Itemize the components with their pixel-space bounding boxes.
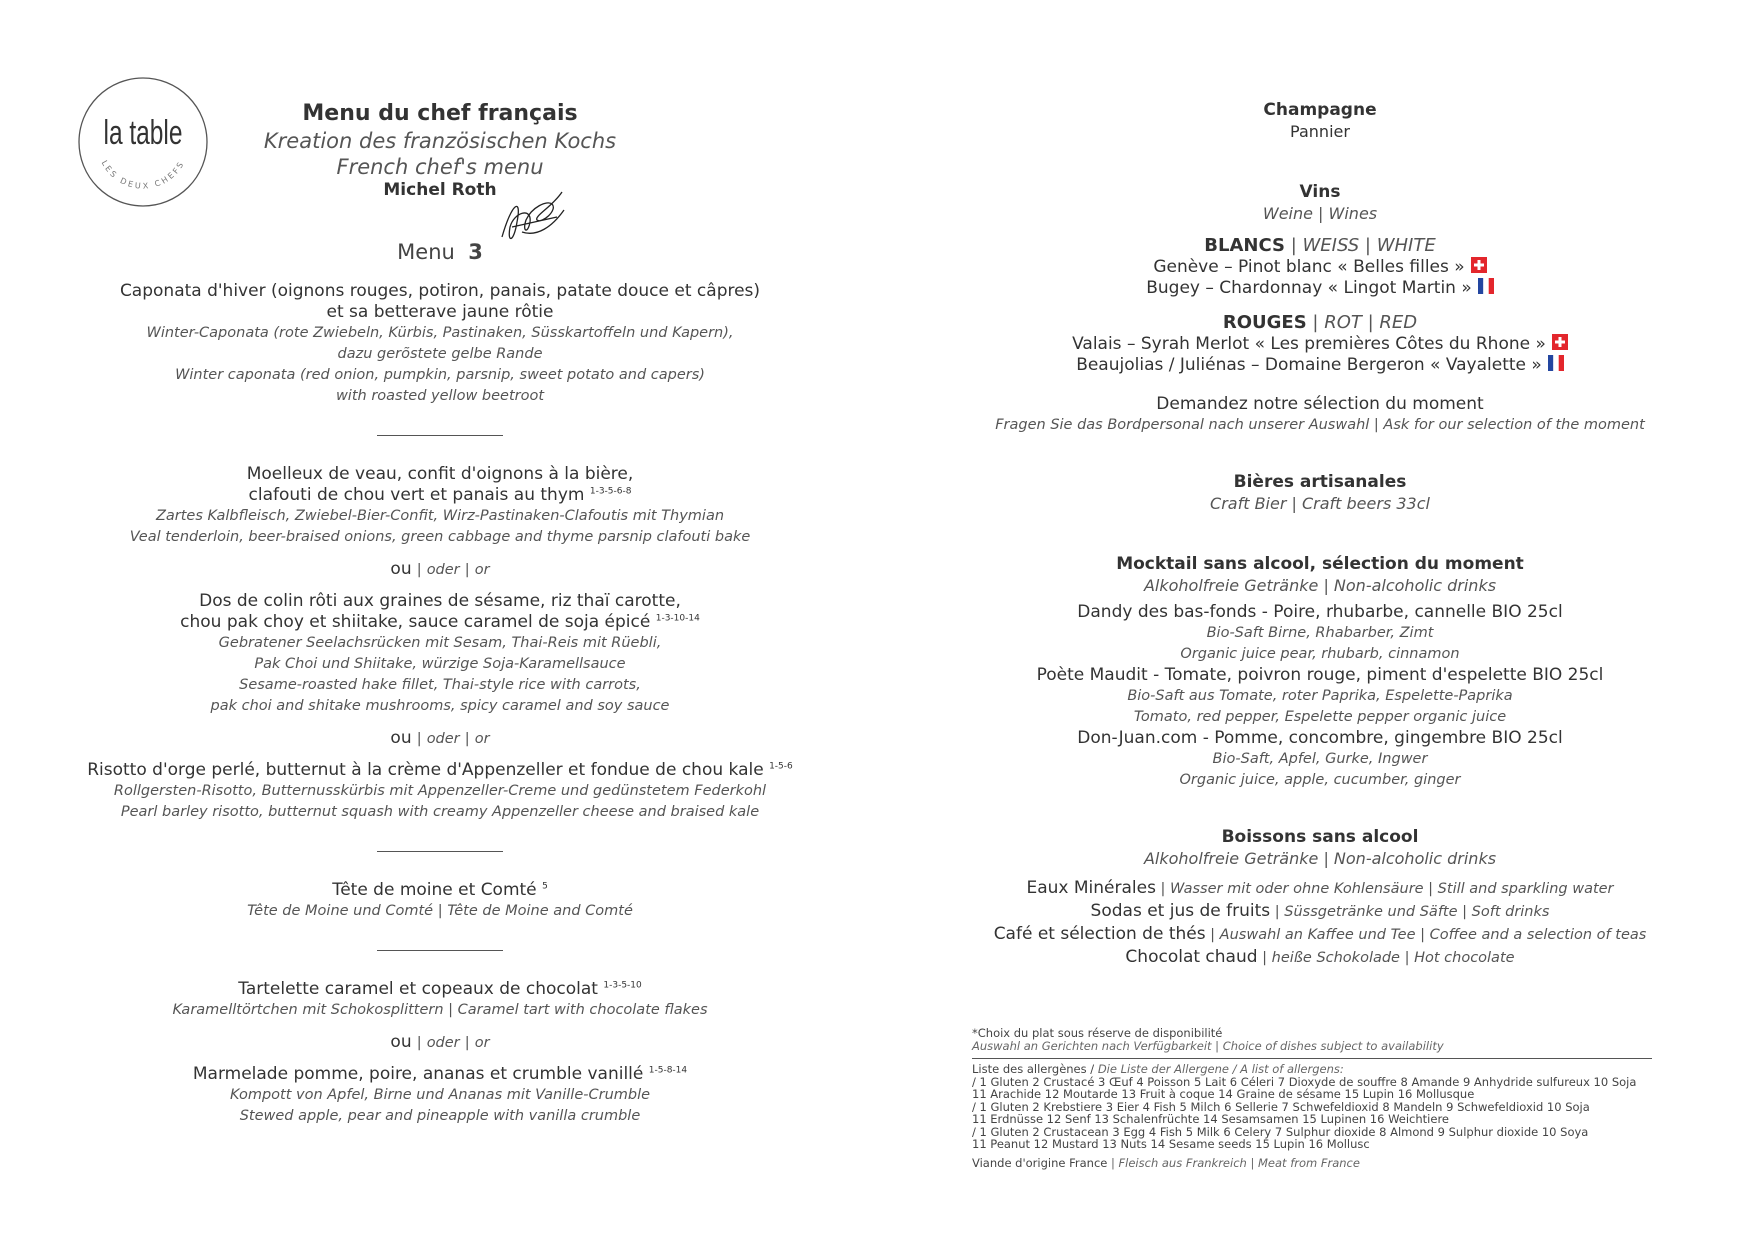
- cheese-fr: Tête de moine et Comté: [332, 880, 537, 900]
- french-flag-icon: [1478, 278, 1494, 294]
- mocktail-2-name: Poète Maudit - Tomate, poivron rouge, piment d'espelette BIO 25cl: [1036, 665, 1604, 685]
- main3-allergens: 1-5-6: [769, 761, 793, 772]
- menu-number-value: 3: [468, 240, 483, 264]
- white-wine-2: Bugey – Chardonnay « Lingot Martin »: [1146, 278, 1472, 298]
- main2-en-line1: Sesame-roasted hake fillet, Thai-style rice with carrots,: [239, 677, 641, 693]
- soft-2-desc: | Süssgetränke und Säfte | Soft drinks: [1270, 904, 1550, 920]
- ask-selection-de-en: Fragen Sie das Bordpersonal nach unserer Auswahl | Ask for our selection of the moment: [995, 417, 1645, 433]
- swiss-flag-icon: [1552, 334, 1568, 350]
- main1-fr-line2: clafouti de chou vert et panais au thym: [248, 485, 585, 505]
- soft-3-name: Café et sélection de thés: [993, 924, 1206, 944]
- mocktail-title: Mocktail sans alcool, sélection du moment: [1116, 554, 1524, 574]
- dessert1-fr: Tartelette caramel et copeaux de chocolat: [238, 979, 598, 999]
- main-dish-2: [60, 591, 820, 717]
- main1-fr-line1: Moelleux de veau, confit d'oignons à la bière,: [246, 464, 634, 484]
- soft-1-name: Eaux Minérales: [1026, 878, 1156, 898]
- main3-fr: Risotto d'orge perlé, butternut à la crème d'Appenzeller et fondue de chou kale: [87, 760, 764, 780]
- soft-4-desc: | heiße Schokolade | Hot chocolate: [1257, 950, 1515, 966]
- logo-subtext: LES DEUX CHEFS: [99, 158, 187, 191]
- dessert2-de: Kompott von Apfel, Birne und Ananas mit Vanille-Crumble: [229, 1087, 651, 1103]
- starter-de-line1: Winter-Caponata (rote Zwiebeln, Kürbis, Pastinaken, Süsskartoffeln und Kapern),: [146, 325, 734, 341]
- mocktail-2-de: Bio-Saft aus Tomate, roter Paprika, Espelette-Paprika: [1127, 688, 1513, 704]
- reds-label: ROUGES: [1222, 312, 1307, 333]
- cheese-dish: [60, 880, 820, 922]
- allergens-fr-line2: 11 Arachide 12 Moutarde 13 Fruit à coque 14 Graine de sésame 15 Lupin 16 Mollusque: [972, 1087, 1475, 1101]
- main2-fr-line1: Dos de colin rôti aux graines de sésame, riz thaï carotte,: [199, 591, 681, 611]
- menu-subtitle-en: French chef's menu: [336, 155, 544, 179]
- meat-origin-fr: Viande d'origine France: [972, 1155, 1108, 1170]
- soft-1-desc: | Wasser mit oder ohne Kohlensäure | Still and sparkling water: [1155, 881, 1614, 897]
- menu-title: Menu du chef français: [302, 101, 578, 126]
- swiss-flag-icon: [1471, 257, 1487, 273]
- starter-dish: [60, 281, 820, 407]
- allergens-en-line2: 11 Peanut 12 Mustard 13 Nuts 14 Sesame seeds 15 Lupin 16 Mollusc: [972, 1137, 1370, 1151]
- reds-heading: [960, 311, 1680, 334]
- soft-2-name: Sodas et jus de fruits: [1090, 901, 1271, 921]
- mocktail-1-name: Dandy des bas-fonds - Poire, rhubarbe, cannelle BIO 25cl: [1077, 602, 1563, 622]
- mocktail-3-de: Bio-Saft, Apfel, Gurke, Ingwer: [1212, 751, 1428, 767]
- availability-note-fr: *Choix du plat sous réserve de disponibilité: [972, 1026, 1223, 1040]
- dessert1-allergens: 1-3-5-10: [603, 980, 642, 991]
- allergens-en-line1: / 1 Gluten 2 Crustacean 3 Egg 4 Fish 5 Milk 6 Celery 7 Sulphur dioxide 8 Almond 9 Sulphur dioxide 10 Soya: [972, 1124, 1589, 1139]
- wines-subtitle: Weine | Wines: [1262, 204, 1378, 223]
- dessert1-de-en: Karamelltörtchen mit Schokosplittern | Caramel tart with chocolate flakes: [172, 1002, 708, 1018]
- food-menu: [60, 100, 820, 1127]
- main3-en: Pearl barley risotto, butternut squash with creamy Appenzeller cheese and braised kale: [120, 804, 760, 820]
- red-wine-1: Valais – Syrah Merlot « Les premières Côtes du Rhone »: [1072, 334, 1546, 354]
- main2-de-line1: Gebratener Seelachsrücken mit Sesam, Thai-Reis mit Rüebli,: [218, 635, 662, 651]
- starter-en-line1: Winter caponata (red onion, pumpkin, parsnip, sweet potato and capers): [175, 367, 705, 383]
- availability-note-de-en: Auswahl an Gerichten nach Verfügbarkeit | Choice of dishes subject to availability: [972, 1038, 1444, 1053]
- main-dish-3: [60, 760, 820, 823]
- main-dish-1: [60, 464, 820, 548]
- footer-notes: [972, 1027, 1652, 1169]
- dessert2-allergens: 1-5-8-14: [648, 1065, 688, 1076]
- meat-origin-de-en: | Fleisch aus Frankreich | Meat from France: [1107, 1155, 1360, 1170]
- main2-de-line2: Pak Choi und Shiitake, würzige Soja-Karamellsauce: [254, 656, 626, 672]
- menu-label: Menu: [397, 240, 455, 264]
- drinks-menu: [960, 100, 1680, 969]
- dessert2-en: Stewed apple, pear and pineapple with vanilla crumble: [239, 1108, 641, 1124]
- footer-divider: [972, 1058, 1652, 1059]
- allergen-title-de-en: Die Liste der Allergene / A list of allergens:: [1097, 1062, 1344, 1076]
- main1-en: Veal tenderloin, beer-braised onions, green cabbage and thyme parsnip clafouti bake: [129, 529, 751, 545]
- champagne-name: Pannier: [1290, 122, 1350, 141]
- dessert-1: [60, 979, 820, 1021]
- dessert2-fr: Marmelade pomme, poire, ananas et crumble vanillé: [192, 1064, 644, 1084]
- main2-en-line2: pak choi and shitake mushrooms, spicy caramel and soy sauce: [210, 698, 670, 714]
- starter-fr-line2: et sa betterave jaune rôtie: [326, 302, 554, 322]
- red-wine-2: Beaujolias / Juliénas – Domaine Bergeron « Vayalette »: [1076, 355, 1542, 375]
- or-separator: ou | oder | or: [390, 559, 490, 579]
- allergen-title-fr: Liste des allergènes /: [972, 1062, 1098, 1076]
- chef-name: Michel Roth: [383, 180, 497, 200]
- wines-title: Vins: [1299, 182, 1341, 202]
- soft-4-name: Chocolat chaud: [1125, 947, 1258, 967]
- main2-allergens: 1-3-10-14: [655, 613, 700, 624]
- allergens-de-line1: / 1 Gluten 2 Krebstiere 3 Eier 4 Fish 5 Milch 6 Sellerie 7 Schwefeldioxid 8 Mandeln 9 Schwefeldioxid 10 Soja: [972, 1099, 1590, 1114]
- allergens-fr-line1: / 1 Gluten 2 Crustacé 3 Œuf 4 Poisson 5 Lait 6 Céleri 7 Dioxyde de souffre 8 Amande 9 Anhydride sulfureux 10 Soja: [972, 1074, 1637, 1089]
- mocktail-2-en: Tomato, red pepper, Espelette pepper organic juice: [1133, 709, 1507, 725]
- main2-fr-line2: chou pak choy et shiitake, sauce caramel de soja épicé: [180, 612, 651, 632]
- main1-allergens: 1-3-5-6-8: [589, 486, 632, 497]
- cheese-allergens: 5: [542, 881, 548, 892]
- whites-heading: [960, 234, 1680, 257]
- dessert-2: [60, 1064, 820, 1127]
- main3-de: Rollgersten-Risotto, Butternusskürbis mit Appenzeller-Creme und gedünstetem Federkohl: [113, 783, 767, 799]
- whites-label: BLANCS: [1204, 235, 1285, 256]
- mocktail-subtitle: Alkoholfreie Getränke | Non-alcoholic drinks: [1143, 576, 1497, 595]
- white-wine-1: Genève – Pinot blanc « Belles filles »: [1153, 257, 1465, 277]
- mocktail-3-en: Organic juice, apple, cucumber, ginger: [1179, 772, 1461, 788]
- cheese-de-en: Tête de Moine und Comté | Tête de Moine and Comté: [247, 903, 633, 919]
- mocktail-3-name: Don-Juan.com - Pomme, concombre, gingembre BIO 25cl: [1077, 728, 1563, 748]
- menu-number: [60, 239, 820, 265]
- main1-de: Zartes Kalbfleisch, Zwiebel-Bier-Confit, Wirz-Pastinaken-Clafoutis mit Thymian: [155, 508, 725, 524]
- starter-de-line2: dazu gerõstete gelbe Rande: [337, 346, 543, 362]
- soft-drinks-subtitle: Alkoholfreie Getränke | Non-alcoholic drinks: [1143, 849, 1497, 868]
- chef-signature: [492, 182, 572, 252]
- ask-selection-fr: Demandez notre sélection du moment: [1156, 394, 1484, 414]
- menu-subtitle-de: Kreation des französischen Kochs: [263, 129, 617, 153]
- or-separator: ou | oder | or: [390, 1032, 490, 1052]
- mocktail-1-de: Bio-Saft Birne, Rhabarber, Zimt: [1206, 625, 1434, 641]
- champagne-title: Champagne: [1263, 100, 1377, 120]
- logo-text: la table: [103, 114, 183, 152]
- mocktail-1-en: Organic juice pear, rhubarb, cinnamon: [1180, 646, 1460, 662]
- starter-fr-line1: Caponata d'hiver (oignons rouges, potiron, panais, patate douce et câpres): [119, 281, 761, 301]
- or-separator: ou | oder | or: [390, 728, 490, 748]
- beer-subtitle: Craft Bier | Craft beers 33cl: [1210, 494, 1430, 513]
- allergens-de-line2: 11 Erdnüsse 12 Senf 13 Schalenfrüchte 14 Sesamsamen 15 Lupinen 16 Weichtiere: [972, 1112, 1449, 1126]
- reds-sub: | ROT | RED: [1306, 312, 1418, 333]
- soft-drinks-title: Boissons sans alcool: [1221, 827, 1419, 847]
- starter-en-line2: with roasted yellow beetroot: [335, 388, 545, 404]
- soft-3-desc: | Auswahl an Kaffee und Tee | Coffee and a selection of teas: [1205, 927, 1647, 943]
- french-flag-icon: [1548, 355, 1564, 371]
- whites-sub: | WEISS | WHITE: [1284, 235, 1436, 256]
- beer-title: Bières artisanales: [1233, 472, 1407, 492]
